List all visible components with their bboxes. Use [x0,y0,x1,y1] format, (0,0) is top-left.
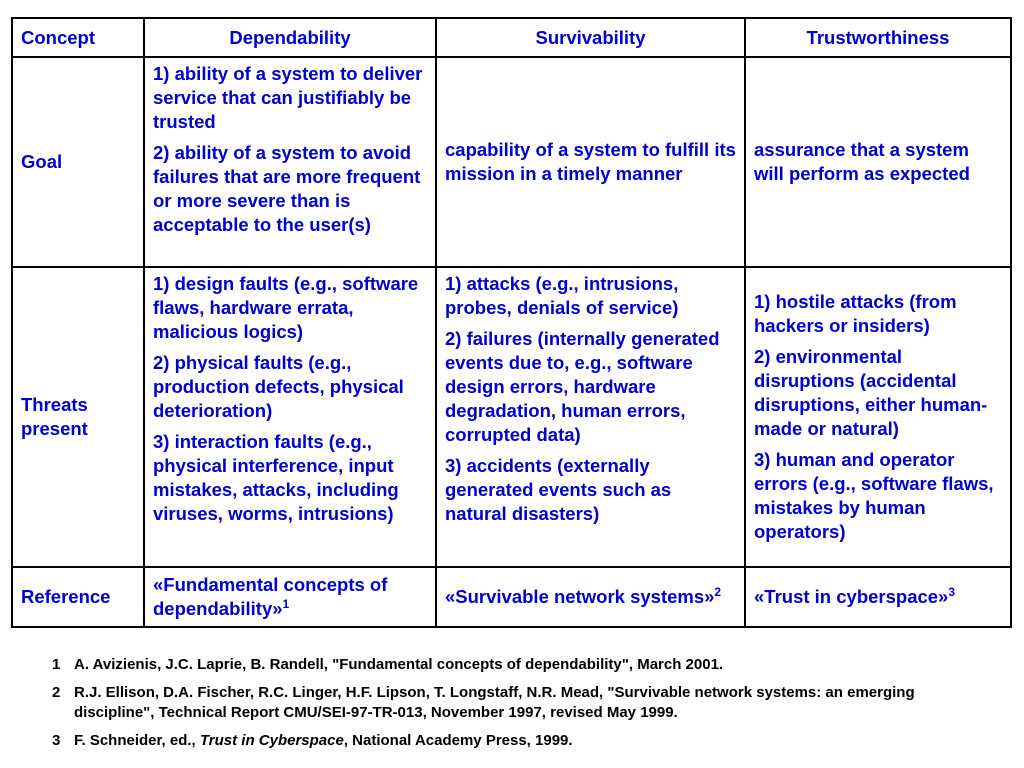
reference-row [12,567,1011,627]
threats-trustworthiness-item-3: 3) human and operator errors (e.g., software flaws, mistakes by human operators) [754,449,994,542]
reference-trustworthiness-text: «Trust in cyberspace» [754,586,949,607]
threats-dependability-item-1: 1) design faults (e.g., software flaws, hardware errata, malicious logics) [153,273,419,342]
goal-trustworthiness-cell: assurance that a system will perform as expected [745,57,1011,267]
footnote-2-text: R.J. Ellison, D.A. Fischer, R.C. Linger, H.F. Lipson, T. Longstaff, N.R. Mead, "Survivable network systems: an emerging discipline", Technical Report CMU/SEI-97-TR-013, November 1997, revised May 1999. [74,684,915,721]
threats-survivability-item-3: 3) accidents (externally generated events such as natural disasters) [445,455,672,524]
threats-trustworthiness-item-2: 2) environmental disruptions (accidental disruptions, either human-made or natural) [754,346,988,439]
footnote-3-publisher: , National Academy Press, 1999. [343,732,573,749]
footnote-3-number: 3 [52,732,61,749]
reference-survivability-footnote-mark: 2 [714,584,722,599]
footnotes [52,655,992,759]
header-concept: Concept [12,18,144,57]
footnote-1-text: A. Avizienis, J.C. Laprie, B. Randell, "Fundamental concepts of dependability", March 2001. [74,656,724,673]
footnote-3-text [74,731,992,751]
threats-dependability-item-3: 3) interaction faults (e.g., physical interference, input mistakes, attacks, including viruses, worms, intrusions) [153,431,399,524]
header-dependability: Dependability [144,18,436,57]
reference-dependability-cell [144,567,436,627]
footnote-3 [52,731,992,751]
threats-dependability-cell [144,267,436,567]
reference-survivability-cell [436,567,745,627]
reference-dependability-footnote-mark: 1 [282,596,290,611]
reference-trustworthiness-footnote-mark: 3 [948,584,956,599]
reference-label: Reference [12,567,144,627]
threats-survivability-item-1: 1) attacks (e.g., intrusions, probes, denials of service) [445,273,679,318]
threats-label: Threats present [12,267,144,567]
footnote-1 [52,655,992,675]
threats-dependability-item-2: 2) physical faults (e.g., production defects, physical deterioration) [153,352,404,421]
header-survivability: Survivability [436,18,745,57]
threats-trustworthiness-item-1: 1) hostile attacks (from hackers or insiders) [754,291,957,336]
reference-trustworthiness-cell [745,567,1011,627]
footnote-1-number: 1 [52,656,61,673]
concepts-comparison-table [11,17,1012,628]
threats-survivability-cell [436,267,745,567]
threats-trustworthiness-cell [745,267,1011,567]
footnote-3-author: F. Schneider, ed., [74,732,200,749]
reference-dependability-text: «Fundamental concepts of dependability» [153,574,388,619]
goal-dependability-cell [144,57,436,267]
goal-survivability-cell: capability of a system to fulfill its mission in a timely manner [436,57,745,267]
goal-row [12,57,1011,267]
header-trustworthiness: Trustworthiness [745,18,1011,57]
table-header-row [12,18,1011,57]
goal-dependability-item-2: 2) ability of a system to avoid failures that are more frequent or more severe than is acceptable to the user(s) [153,142,421,235]
footnote-3-book-title: Trust in Cyberspace [199,732,344,749]
threats-survivability-item-2: 2) failures (internally generated events due to, e.g., software design errors, hardware degradation, human errors, corrupted data) [445,328,720,445]
reference-survivability-text: «Survivable network systems» [445,586,715,607]
footnote-2-number: 2 [52,684,61,701]
threats-row [12,267,1011,567]
goal-label: Goal [12,57,144,267]
goal-dependability-item-1: 1) ability of a system to deliver service that can justifiably be trusted [153,63,423,132]
footnote-2 [52,683,992,723]
